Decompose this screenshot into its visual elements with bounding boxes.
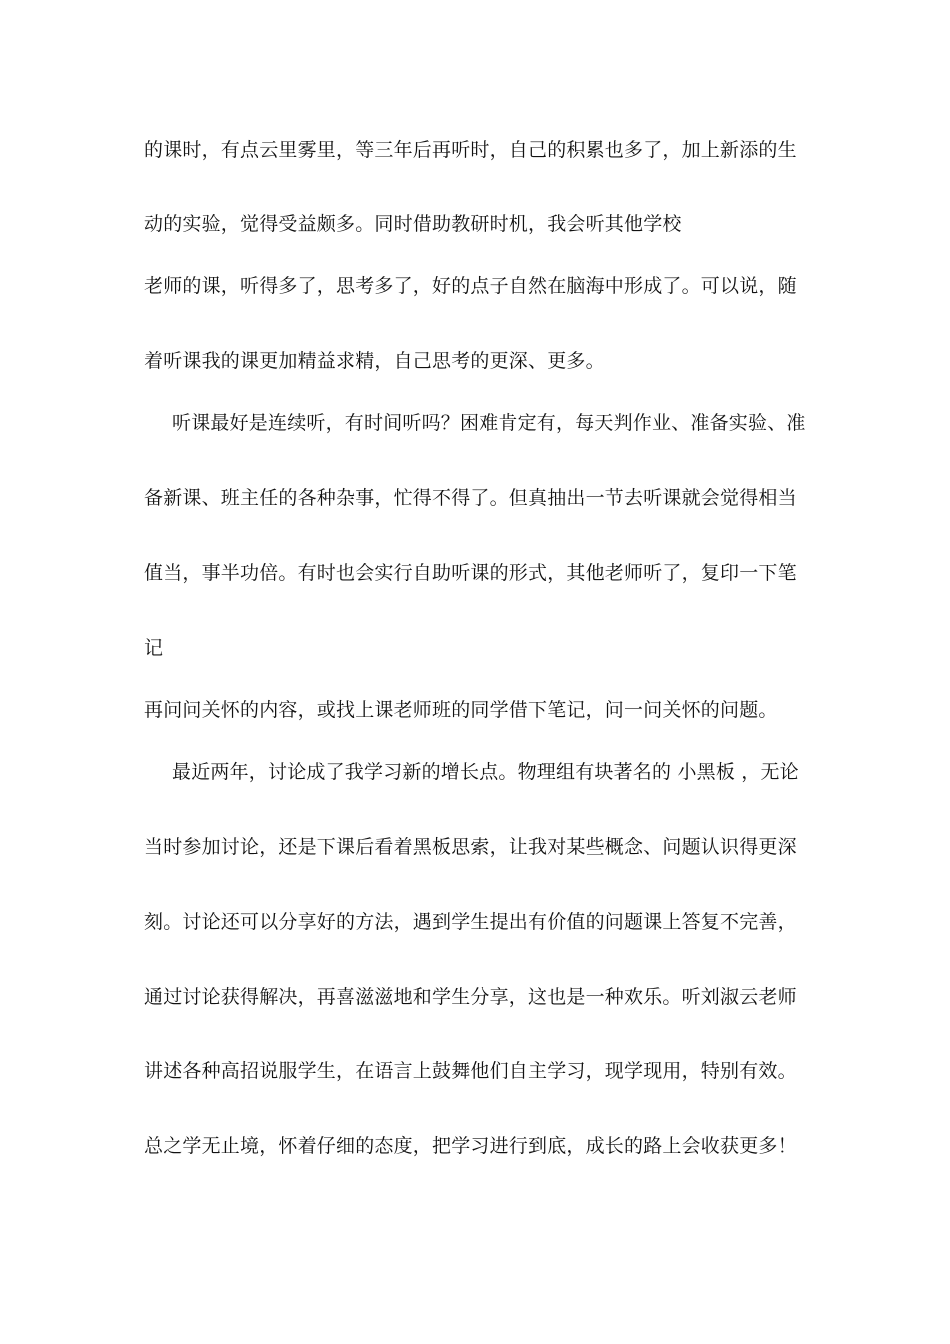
text-line-11: 当时参加讨论，还是下课后看着黑板思索，让我对某些概念、问题认识得更深 [144,836,797,858]
text-line-4: 着听课我的课更加精益求精，自己思考的更深、更多。 [144,350,605,372]
text-line-13: 通过讨论获得解决，再喜滋滋地和学生分享，这也是一种欢乐。听刘淑云老师 [144,986,797,1008]
text-line-2: 动的实验，觉得受益颇多。同时借助教研时机，我会听其他学校 [144,213,682,235]
text-line-7: 值当，事半功倍。有时也会实行自助听课的形式，其他老师听了，复印一下笔 [144,562,797,584]
text-line-6: 备新课、班主任的各种杂事，忙得不得了。但真抽出一节去听课就会觉得相当 [144,487,797,509]
text-line-15: 总之学无止境，怀着仔细的态度，把学习进行到底，成长的路上会收获更多！ [144,1135,797,1157]
text-line-14: 讲述各种高招说服学生，在语言上鼓舞他们自主学习，现学现用，特别有效。 [144,1060,797,1082]
text-line-1: 的课时，有点云里雾里，等三年后再听时，自己的积累也多了，加上新添的生 [144,139,797,161]
text-line-9: 再问问关怀的内容，或找上课老师班的同学借下笔记，问一问关怀的问题。 [144,699,778,721]
text-line-12: 刻。讨论还可以分享好的方法，遇到学生提出有价值的问题课上答复不完善， [144,911,797,933]
text-line-10: 最近两年，讨论成了我学习新的增长点。物理组有块著名的 小黑板 ，无论 [172,761,799,783]
text-line-5: 听课最好是连续听，有时间听吗？困难肯定有，每天判作业、准备实验、准 [172,412,806,434]
text-line-8: 记 [144,637,164,659]
text-line-3: 老师的课，听得多了，思考多了，好的点子自然在脑海中形成了。可以说，随 [144,275,797,297]
